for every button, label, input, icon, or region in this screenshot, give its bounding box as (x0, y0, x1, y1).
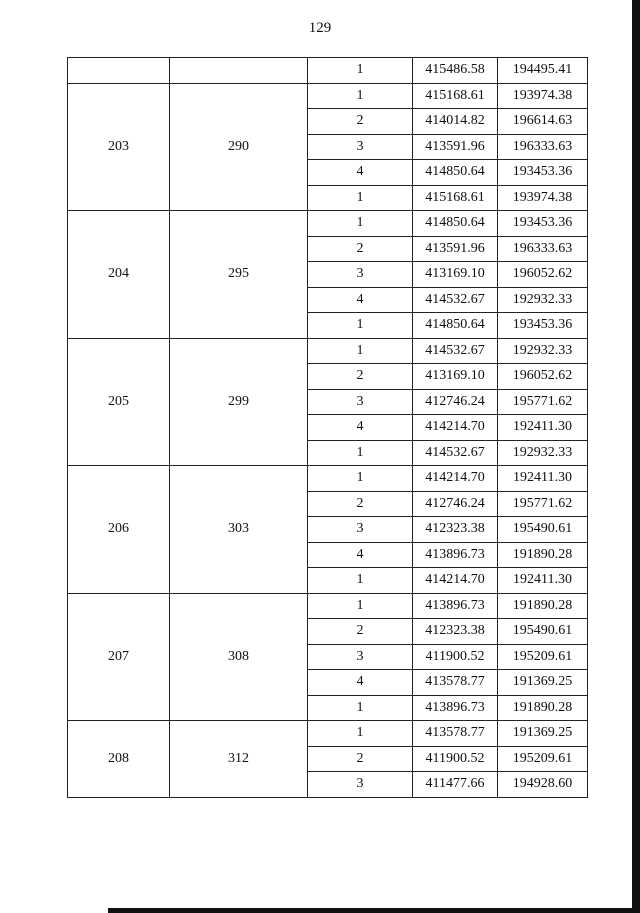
plot-number-cell: 208 (68, 721, 170, 798)
x-coordinate-cell: 413896.73 (413, 695, 498, 721)
x-coordinate-cell: 411900.52 (413, 746, 498, 772)
point-number-cell: 1 (308, 185, 413, 211)
x-coordinate-cell: 412746.24 (413, 389, 498, 415)
point-number-cell: 1 (308, 695, 413, 721)
x-coordinate-cell: 414214.70 (413, 466, 498, 492)
x-coordinate-cell: 414214.70 (413, 415, 498, 441)
point-number-cell: 4 (308, 415, 413, 441)
point-number-cell: 3 (308, 772, 413, 798)
point-number-cell: 4 (308, 287, 413, 313)
area-cell (170, 58, 308, 84)
area-cell: 308 (170, 593, 308, 721)
point-number-cell: 3 (308, 389, 413, 415)
point-number-cell: 3 (308, 517, 413, 543)
y-coordinate-cell: 193974.38 (498, 185, 588, 211)
y-coordinate-cell: 195209.61 (498, 746, 588, 772)
area-cell: 312 (170, 721, 308, 798)
x-coordinate-cell: 414532.67 (413, 440, 498, 466)
table-row (68, 211, 588, 237)
y-coordinate-cell: 192411.30 (498, 568, 588, 594)
x-coordinate-cell: 413169.10 (413, 364, 498, 390)
y-coordinate-cell: 195209.61 (498, 644, 588, 670)
y-coordinate-cell: 192411.30 (498, 415, 588, 441)
y-coordinate-cell: 192932.33 (498, 440, 588, 466)
point-number-cell: 1 (308, 568, 413, 594)
area-cell: 290 (170, 83, 308, 211)
y-coordinate-cell: 193974.38 (498, 83, 588, 109)
plot-number-cell (68, 58, 170, 84)
page-number: 129 (308, 20, 332, 36)
plot-number-cell: 203 (68, 83, 170, 211)
point-number-cell: 2 (308, 236, 413, 262)
y-coordinate-cell: 193453.36 (498, 211, 588, 237)
point-number-cell: 3 (308, 262, 413, 288)
point-number-cell: 4 (308, 542, 413, 568)
y-coordinate-cell: 194495.41 (498, 58, 588, 84)
y-coordinate-cell: 191890.28 (498, 593, 588, 619)
plot-number-cell: 207 (68, 593, 170, 721)
table-row (68, 58, 588, 84)
point-number-cell: 1 (308, 313, 413, 339)
plot-number-cell: 204 (68, 211, 170, 339)
x-coordinate-cell: 414850.64 (413, 211, 498, 237)
x-coordinate-cell: 412323.38 (413, 517, 498, 543)
y-coordinate-cell: 191890.28 (498, 695, 588, 721)
x-coordinate-cell: 415486.58 (413, 58, 498, 84)
y-coordinate-cell: 195771.62 (498, 491, 588, 517)
x-coordinate-cell: 414532.67 (413, 287, 498, 313)
point-number-cell: 1 (308, 338, 413, 364)
x-coordinate-cell: 414850.64 (413, 313, 498, 339)
x-coordinate-cell: 411477.66 (413, 772, 498, 798)
point-number-cell: 2 (308, 746, 413, 772)
point-number-cell: 2 (308, 364, 413, 390)
x-coordinate-cell: 415168.61 (413, 83, 498, 109)
point-number-cell: 1 (308, 58, 413, 84)
x-coordinate-cell: 413578.77 (413, 670, 498, 696)
plot-number-cell: 206 (68, 466, 170, 594)
y-coordinate-cell: 195490.61 (498, 517, 588, 543)
y-coordinate-cell: 196333.63 (498, 236, 588, 262)
x-coordinate-cell: 414214.70 (413, 568, 498, 594)
point-number-cell: 1 (308, 466, 413, 492)
y-coordinate-cell: 193453.36 (498, 313, 588, 339)
point-number-cell: 1 (308, 83, 413, 109)
x-coordinate-cell: 413591.96 (413, 236, 498, 262)
y-coordinate-cell: 192932.33 (498, 287, 588, 313)
point-number-cell: 2 (308, 109, 413, 135)
table-row (68, 466, 588, 492)
x-coordinate-cell: 414532.67 (413, 338, 498, 364)
y-coordinate-cell: 192932.33 (498, 338, 588, 364)
y-coordinate-cell: 194928.60 (498, 772, 588, 798)
y-coordinate-cell: 195490.61 (498, 619, 588, 645)
scan-edge-right (632, 0, 640, 913)
coordinates-table (67, 57, 588, 798)
area-cell: 295 (170, 211, 308, 339)
point-number-cell: 4 (308, 160, 413, 186)
x-coordinate-cell: 413169.10 (413, 262, 498, 288)
y-coordinate-cell: 195771.62 (498, 389, 588, 415)
y-coordinate-cell: 191369.25 (498, 670, 588, 696)
y-coordinate-cell: 192411.30 (498, 466, 588, 492)
x-coordinate-cell: 412746.24 (413, 491, 498, 517)
point-number-cell: 3 (308, 644, 413, 670)
point-number-cell: 4 (308, 670, 413, 696)
area-cell: 299 (170, 338, 308, 466)
x-coordinate-cell: 414014.82 (413, 109, 498, 135)
y-coordinate-cell: 191369.25 (498, 721, 588, 747)
point-number-cell: 1 (308, 721, 413, 747)
x-coordinate-cell: 413578.77 (413, 721, 498, 747)
table-row (68, 338, 588, 364)
table-row (68, 721, 588, 747)
y-coordinate-cell: 196052.62 (498, 364, 588, 390)
plot-number-cell: 205 (68, 338, 170, 466)
scan-edge-bottom (108, 908, 640, 913)
point-number-cell: 1 (308, 440, 413, 466)
table-row (68, 83, 588, 109)
y-coordinate-cell: 196333.63 (498, 134, 588, 160)
y-coordinate-cell: 196614.63 (498, 109, 588, 135)
y-coordinate-cell: 193453.36 (498, 160, 588, 186)
point-number-cell: 1 (308, 211, 413, 237)
point-number-cell: 1 (308, 593, 413, 619)
table-row (68, 593, 588, 619)
x-coordinate-cell: 414850.64 (413, 160, 498, 186)
y-coordinate-cell: 191890.28 (498, 542, 588, 568)
x-coordinate-cell: 412323.38 (413, 619, 498, 645)
point-number-cell: 3 (308, 134, 413, 160)
x-coordinate-cell: 413896.73 (413, 593, 498, 619)
x-coordinate-cell: 415168.61 (413, 185, 498, 211)
x-coordinate-cell: 413896.73 (413, 542, 498, 568)
y-coordinate-cell: 196052.62 (498, 262, 588, 288)
point-number-cell: 2 (308, 619, 413, 645)
point-number-cell: 2 (308, 491, 413, 517)
coordinates-table-body (68, 58, 588, 798)
x-coordinate-cell: 413591.96 (413, 134, 498, 160)
area-cell: 303 (170, 466, 308, 594)
x-coordinate-cell: 411900.52 (413, 644, 498, 670)
